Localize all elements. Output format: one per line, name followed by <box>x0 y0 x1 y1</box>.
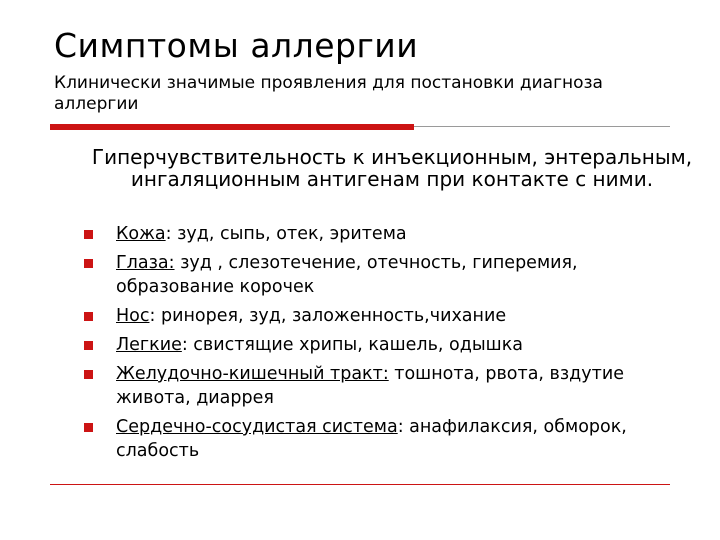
list-item-text: зуд , слезотечение, отечность, гиперемия, образование корочек <box>116 253 578 297</box>
list-item-text: : анафилаксия, обморок, слабость <box>116 417 627 461</box>
list-item-lungs <box>84 333 684 357</box>
list-item-eyes <box>84 251 684 299</box>
slide-title: Симптомы аллергии <box>54 26 419 65</box>
square-bullet-icon <box>84 423 93 432</box>
slide-subtitle: Клинически значимые проявления для постановки диагноза аллергии <box>54 73 603 114</box>
list-item-text: тошнота, рвота, вздутие живота, диаррея <box>116 364 624 408</box>
list-item-text: : свистящие хрипы, кашель, одышка <box>181 335 523 355</box>
list-item-nose <box>84 304 684 328</box>
list-item-cardiovascular <box>84 415 684 463</box>
intro-text: Гиперчувствительность к инъекционным, энтеральным, ингаляционным антигенам при контакте с ними. <box>91 145 693 191</box>
square-bullet-icon <box>84 341 93 350</box>
list-item-text: : ринорея, зуд, заложенность,чихание <box>149 306 507 326</box>
list-item-term: Глаза: <box>116 253 175 273</box>
list-item-term: Сердечно-сосудистая система <box>116 417 398 437</box>
list-item-term: Нос <box>116 306 150 326</box>
square-bullet-icon <box>84 259 93 268</box>
list-item-skin <box>84 222 684 246</box>
square-bullet-icon <box>84 312 93 321</box>
list-item-gi-tract <box>84 362 684 410</box>
list-item-term: Легкие <box>116 335 182 355</box>
list-item-term: Кожа <box>116 224 166 244</box>
footer-divider-line <box>50 484 670 485</box>
square-bullet-icon <box>84 230 93 239</box>
header-accent-bar <box>50 124 414 130</box>
square-bullet-icon <box>84 370 93 379</box>
list-item-text: : зуд, сыпь, отек, эритема <box>165 224 407 244</box>
symptom-list <box>84 222 684 468</box>
list-item-term: Желудочно-кишечный тракт: <box>116 364 389 384</box>
